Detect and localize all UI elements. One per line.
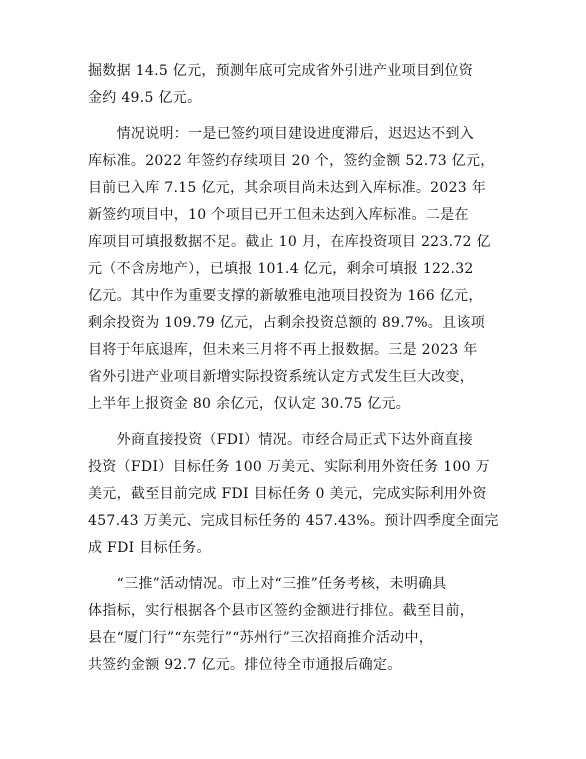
text-line: 元（不含房地产），已填报 101.4 亿元，剩余可填报 122.32 [88,261,474,277]
paragraph-gap [88,112,508,121]
paragraph-three-promotions [88,571,508,679]
paragraph-fdi [88,427,508,562]
text-line: 共签约金额 92.7 亿元。排位待全市通报后确定。 [88,657,402,673]
text-line: 情况说明：一是已签约项目建设进度滞后，迟迟达不到入 [88,126,475,142]
text-line: 457.43 万美元、完成目标任务的 457.43%。预计四季度全面完 [88,513,499,529]
text-line: 掘数据 14.5 亿元，预测年底可完成省外引进产业项目到位资 [88,63,474,79]
text-line: 目前已入库 7.15 亿元，其余项目尚未达到入库标准。2023 年 [88,180,487,196]
text-line: 县在“厦门行”“东莞行”“苏州行”三次招商推介活动中， [88,630,434,646]
text-line: 上半年上报资金 80 余亿元，仅认定 30.75 亿元。 [88,396,411,412]
paragraph-gap [88,418,508,427]
text-line: 库标准。2022 年签约存续项目 20 个，签约金额 52.73 亿元， [88,153,495,169]
text-line: 体指标，实行根据各个县市区签约金额进行排位。截至目前， [88,603,475,619]
text-line: 省外引进产业项目新增实际投资系统认定方式发生巨大改变， [88,369,475,385]
text-line: 成 FDI 目标任务。 [88,540,211,556]
text-line: 新签约项目中，10 个项目已开工但未达到入库标准。二是在 [88,207,469,223]
text-line: 库项目可填报数据不足。截止 10 月，在库投资项目 223.72 亿 [88,234,491,250]
text-line: 亿元。其中作为重要支撑的新敏雅电池项目投资为 166 亿元， [88,288,483,304]
paragraph-fundraising [88,58,508,112]
text-line: 投资（FDI）目标任务 100 万美元、实际利用外资任务 100 万 [88,459,490,475]
text-line: 美元，截至目前完成 FDI 目标任务 0 美元，完成实际利用外资 [88,486,487,502]
text-line: 外商直接投资（FDI）情况。市经合局正式下达外商直接 [88,432,473,448]
text-line: 金约 49.5 亿元。 [88,90,202,106]
text-line: “三推”活动情况。市上对“三推”任务考核，未明确具 [88,576,447,592]
text-line: 目将于年底退库，但未来三月将不再上报数据。三是 2023 年 [88,342,478,358]
paragraph-situation-explanation [88,121,508,418]
document-body [88,58,508,679]
paragraph-gap [88,562,508,571]
text-line: 剩余投资为 109.79 亿元，占剩余投资总额的 89.7%。且该项 [88,315,486,331]
